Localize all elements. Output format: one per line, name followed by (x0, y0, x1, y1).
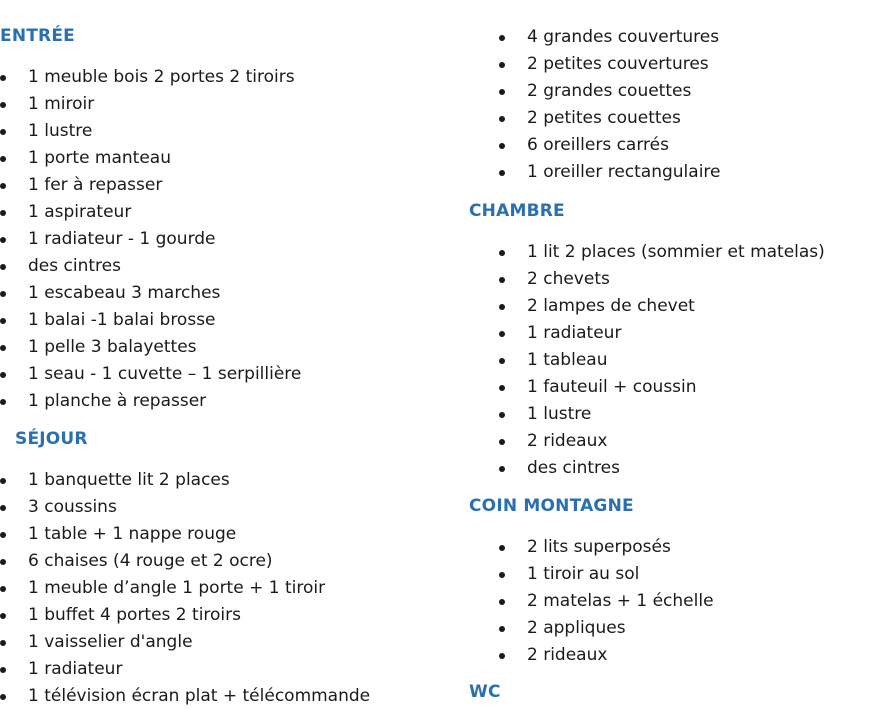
list-item: 1 seau - 1 cuvette – 1 serpillière (0, 361, 301, 388)
list-item: 1 porte manteau (0, 145, 301, 172)
list-item: 2 rideaux (499, 428, 825, 455)
list-item: 1 lustre (0, 118, 301, 145)
list-item: 1 escabeau 3 marches (0, 280, 301, 307)
list-item: 1 lustre (499, 401, 825, 428)
list-item: 1 meuble d’angle 1 porte + 1 tiroir (0, 575, 370, 602)
list-item: 1 balai -1 balai brosse (0, 307, 301, 334)
list-item: 3 coussins (0, 494, 370, 521)
section-title-sejour: SÉJOUR (15, 429, 88, 449)
list-sejour (0, 467, 370, 710)
list-item: des cintres (0, 253, 301, 280)
list-continued-bedding (499, 24, 721, 186)
list-item: 6 chaises (4 rouge et 2 ocre) (0, 548, 370, 575)
list-item: 2 rideaux (499, 642, 714, 669)
list-item: 6 oreillers carrés (499, 132, 721, 159)
list-chambre (499, 239, 825, 482)
list-entree (0, 64, 301, 415)
list-item: 1 vaisselier d'angle (0, 629, 370, 656)
list-item: 1 oreiller rectangulaire (499, 159, 721, 186)
section-title-chambre: CHAMBRE (469, 201, 565, 221)
list-item: 2 chevets (499, 266, 825, 293)
list-item: 1 planche à repasser (0, 388, 301, 415)
list-item: 2 lampes de chevet (499, 293, 825, 320)
list-item: 1 télévision écran plat + télécommande (0, 683, 370, 710)
list-item: 1 tiroir au sol (499, 561, 714, 588)
list-item: 2 lits superposés (499, 534, 714, 561)
list-coin-montagne (499, 534, 714, 669)
list-item: 1 radiateur (499, 320, 825, 347)
list-item: des cintres (499, 455, 825, 482)
section-title-entree: ENTRÉE (0, 26, 75, 46)
list-item: 1 buffet 4 portes 2 tiroirs (0, 602, 370, 629)
section-title-wc: WC (469, 682, 501, 702)
list-item: 2 appliques (499, 615, 714, 642)
list-item: 1 fer à repasser (0, 172, 301, 199)
list-item: 1 lit 2 places (sommier et matelas) (499, 239, 825, 266)
list-item: 2 petites couvertures (499, 51, 721, 78)
list-item: 1 table + 1 nappe rouge (0, 521, 370, 548)
list-item: 4 grandes couvertures (499, 24, 721, 51)
list-item: 1 meuble bois 2 portes 2 tiroirs (0, 64, 301, 91)
list-item: 1 banquette lit 2 places (0, 467, 370, 494)
list-item: 2 grandes couettes (499, 78, 721, 105)
list-item: 1 miroir (0, 91, 301, 118)
list-item: 1 pelle 3 balayettes (0, 334, 301, 361)
list-item: 2 matelas + 1 échelle (499, 588, 714, 615)
list-item: 1 radiateur (0, 656, 370, 683)
list-item: 1 tableau (499, 347, 825, 374)
list-item: 1 fauteuil + coussin (499, 374, 825, 401)
list-item: 2 petites couettes (499, 105, 721, 132)
list-item: 1 aspirateur (0, 199, 301, 226)
list-item: 1 radiateur - 1 gourde (0, 226, 301, 253)
section-title-coin-montagne: COIN MONTAGNE (469, 496, 634, 516)
